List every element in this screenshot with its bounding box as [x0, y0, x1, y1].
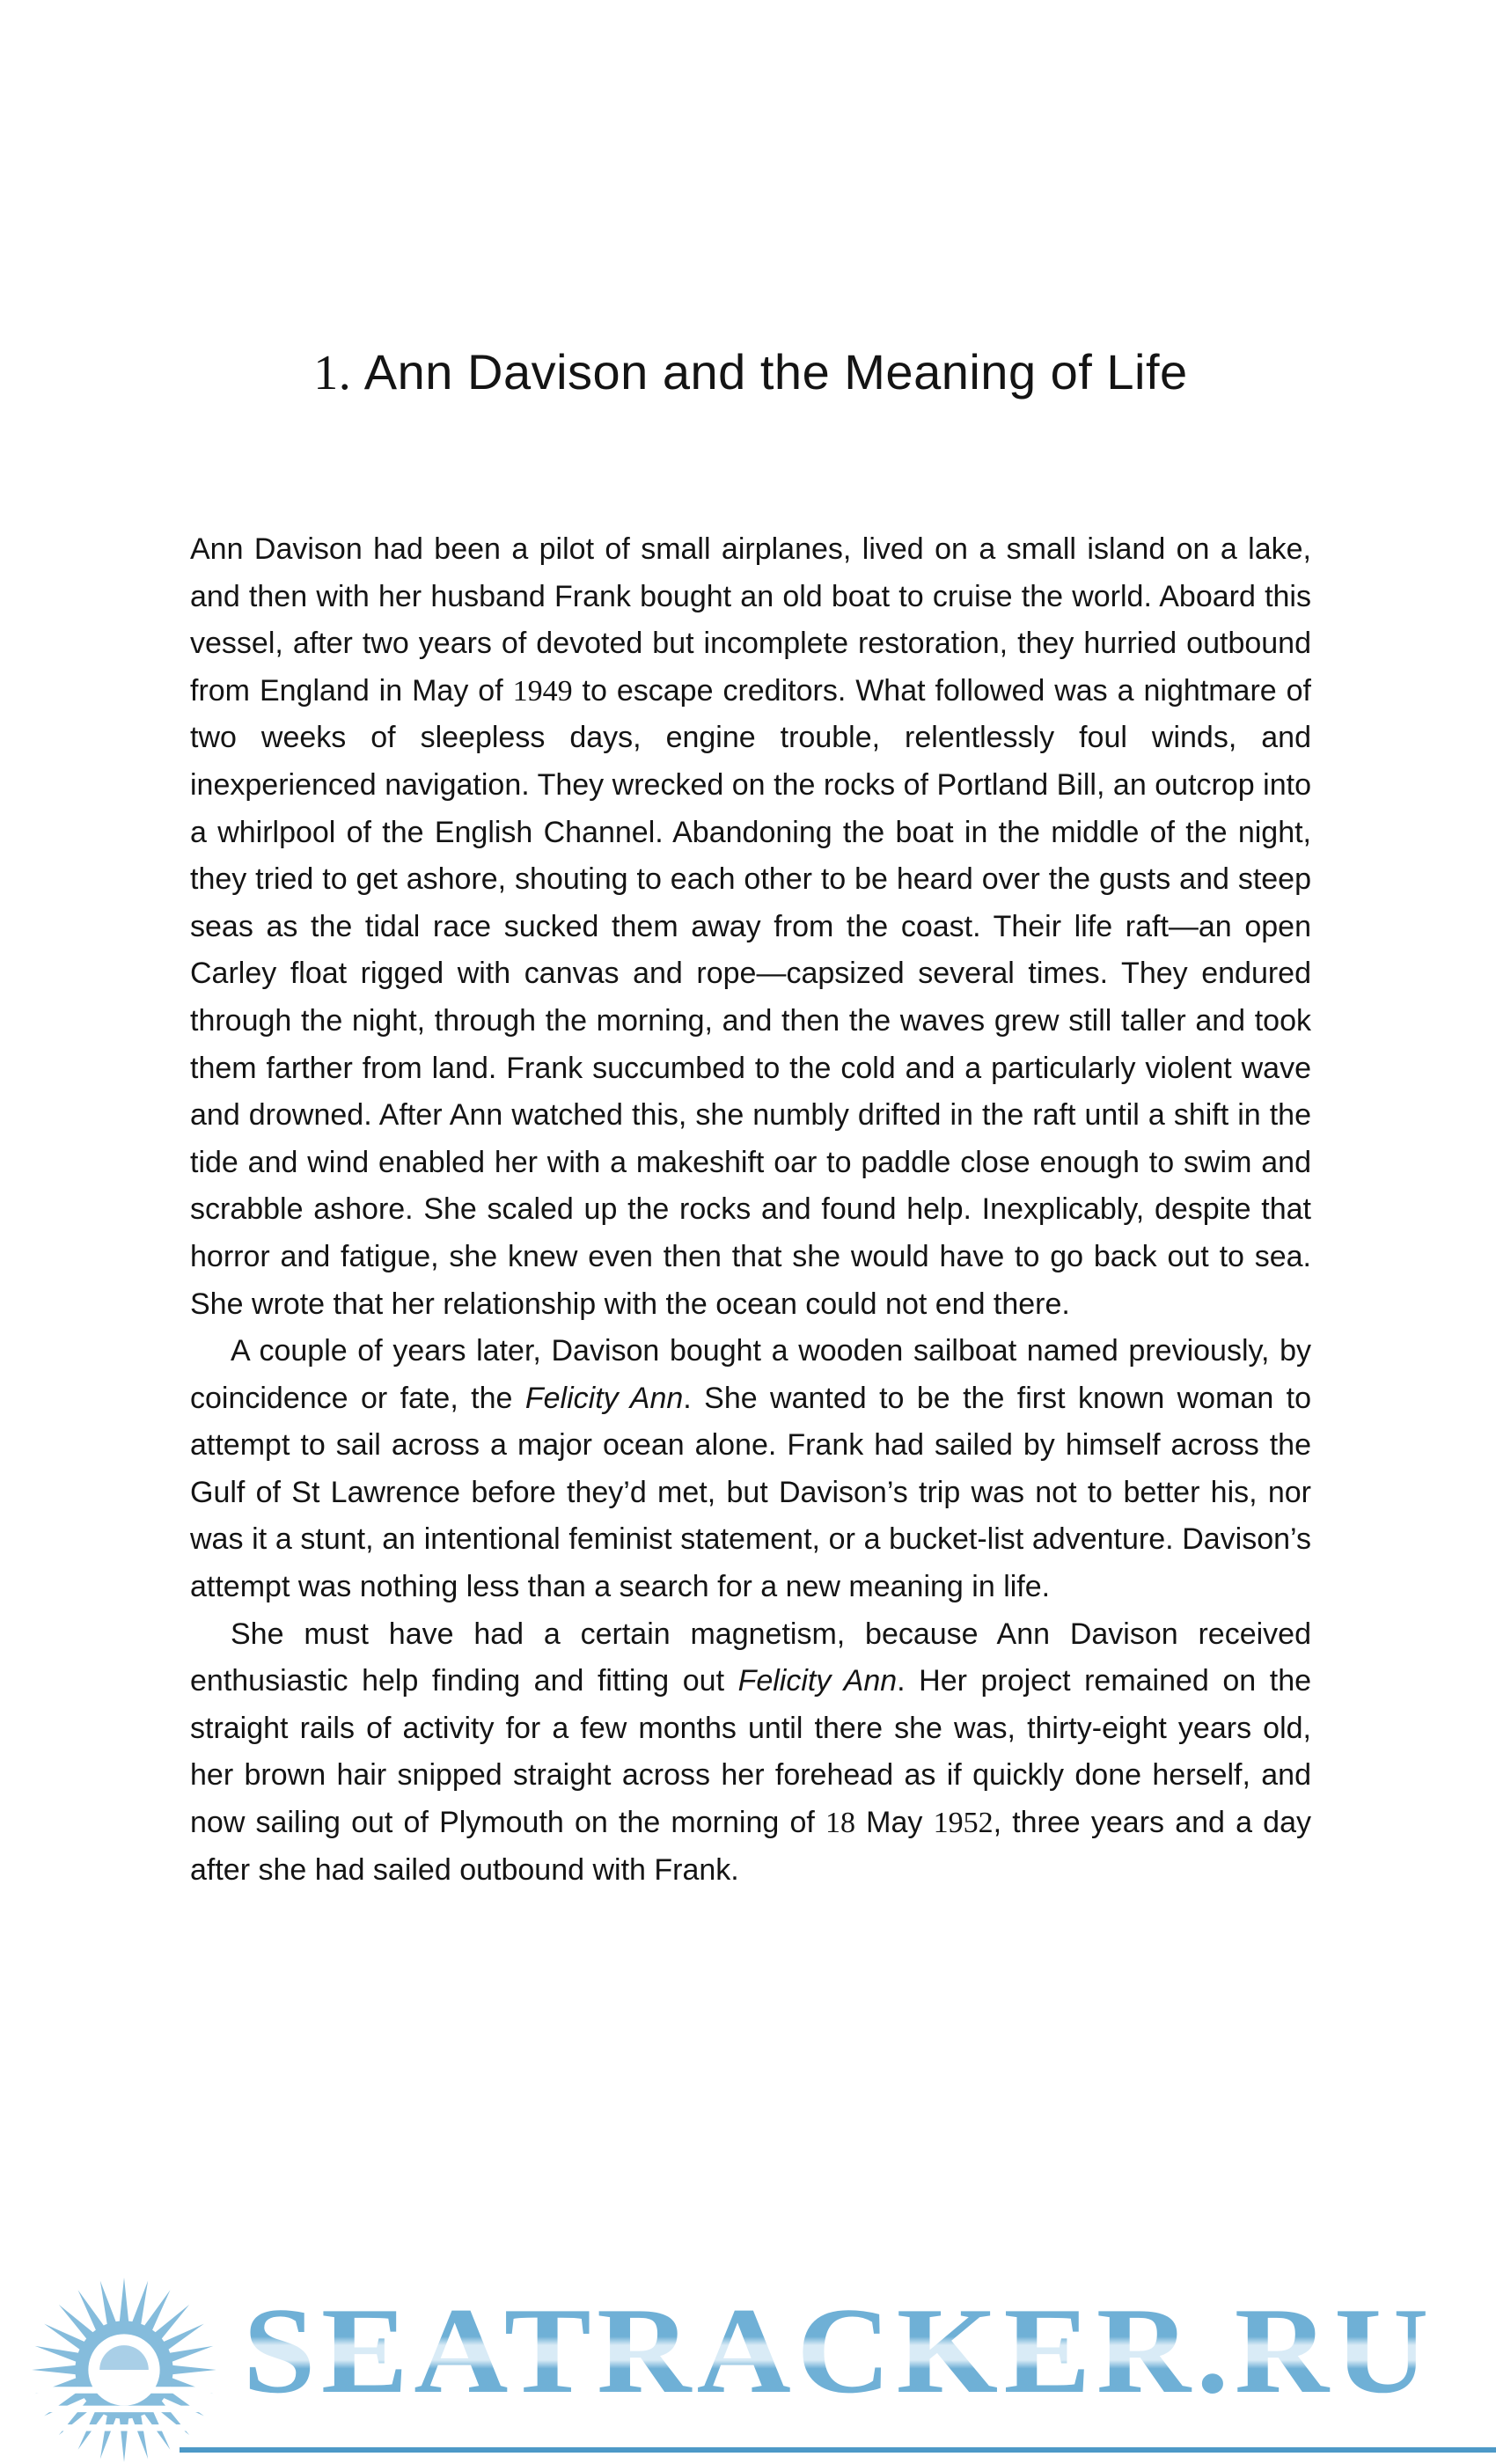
- text-run: 1949: [512, 674, 573, 708]
- text-run: to escape creditors. What followed was a nightmare of two weeks of sleepless days, engine trouble, relentlessly foul winds, and inexperienced navigation. They wrecked on the rocks of Portland Bill, an outcrop into a whirlpool of the English Channel. Abandoning the boat in the middle of the night, they tried to get ashore, shouting to each other to be heard over the gusts and steep seas as the tidal race sucked them away from the coast. Their life raft—an open Carley float rigged with canvas and rope—capsized several times. They endured through the night, through the morning, and then the waves grew still taller and took them farther from land. Frank succumbed to the cold and a particularly violent wave and drowned. After Ann watched this, she numbly drifted in the raft until a shift in the tide and wind enabled her with a makeshift oar to paddle close enough to swim and scrabble ashore. She scaled up the rocks and found help. Inexplicably, despite that horror and fatigue, she knew even then that she would have to go back out to sea. She wrote that her relationship with the ocean could not end there.: [190, 673, 1311, 1321]
- body-text: [190, 526, 1311, 1894]
- text-run: Ann Davison had been a pilot of small airplanes, lived on a small island on a lake, and then with her husband Frank bought an old boat to cruise the world. Aboard this vessel, after two years of devoted but incomplete restoration, they hurried outbound from England in May of: [190, 532, 1311, 708]
- watermark-text: SEATRACKER.RU: [243, 2283, 1434, 2419]
- text-run: , three years and a day after she had sailed outbound with Frank.: [190, 1806, 1311, 1887]
- text-run: May: [854, 1806, 934, 1840]
- text-run: Ann Davison and the Meaning of Life: [363, 344, 1188, 400]
- chapter-title: [190, 343, 1311, 401]
- text-run: Felicity Ann: [737, 1664, 898, 1698]
- text-run: 1.: [313, 346, 364, 400]
- text-run: 18: [825, 1807, 855, 1840]
- text-run: A couple of years later, Davison bought a wooden sailboat named previously, by coincidence or fate, the: [190, 1334, 1311, 1415]
- text-run: Felicity Ann: [524, 1381, 684, 1415]
- paragraph: [190, 1611, 1311, 1895]
- text-run: She must have had a certain magnetism, because Ann Davison received enthusiastic help finding and fitting out: [190, 1617, 1311, 1698]
- text-run: . Her project remained on the straight rails of activity for a few months until there she was, thirty-eight years old, her brown hair snipped straight across her forehead as if quickly done herself, and now sailing out of Plymouth on the morning of: [190, 1664, 1312, 1840]
- paragraph: [190, 526, 1311, 1328]
- text-run: 1952: [933, 1807, 994, 1840]
- watermark: [0, 2249, 1496, 2464]
- bottom-rule: [180, 2447, 1496, 2453]
- text-run: . She wanted to be the first known woman to attempt to sail across a major ocean alone. Frank had sailed by himself across the Gulf of St Lawrence before they’d met, but Davison’s trip was not to better his, nor was it a stunt, an intentional feminist statement, or a bucket-list adventure. Davison’s attempt was nothing less than a search for a new meaning in life.: [190, 1381, 1311, 1604]
- paragraph: [190, 1328, 1311, 1611]
- sun-logo-icon: [19, 2276, 229, 2464]
